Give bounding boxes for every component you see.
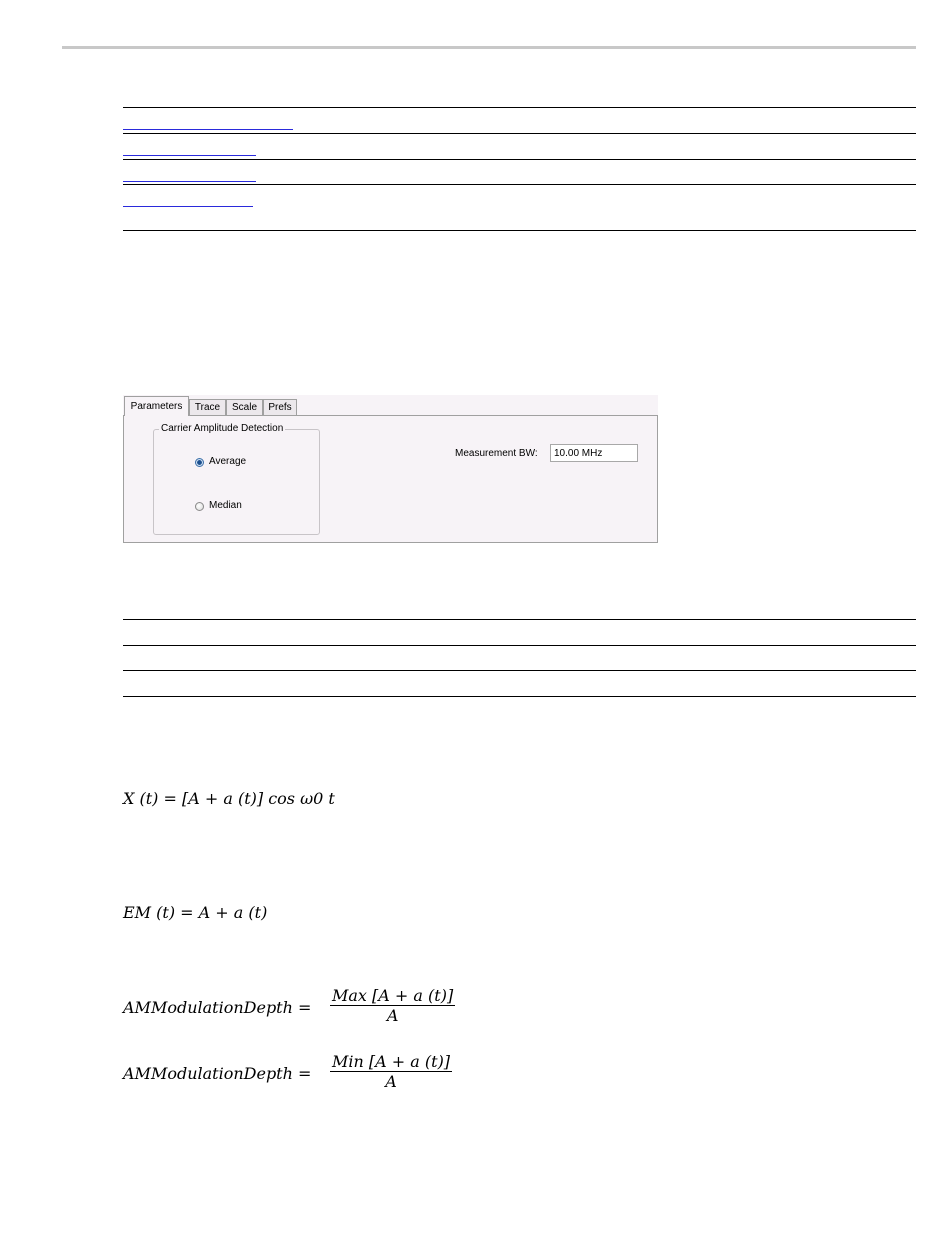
table-rule xyxy=(123,645,916,646)
header-rule xyxy=(62,46,916,49)
table-rule xyxy=(123,230,916,231)
measurement-bw-input[interactable] xyxy=(550,444,638,462)
equation-am-depth-max-fraction xyxy=(330,986,455,1025)
table-rule xyxy=(123,107,916,108)
fraction-numerator: Max [A + a (t)] xyxy=(332,986,454,1005)
table-rule xyxy=(123,133,916,134)
average-label[interactable]: Average xyxy=(209,456,247,467)
fraction-numerator: Min [A + a (t)] xyxy=(332,1052,451,1071)
table-rule xyxy=(123,184,916,185)
equation-signal: X (t) = [A + a (t)] cos ω0 t xyxy=(123,789,335,808)
average-radio[interactable] xyxy=(195,458,204,467)
link-underline[interactable] xyxy=(123,155,256,156)
equation-envelope: EM (t) = A + a (t) xyxy=(123,903,268,922)
fraction-denominator: A xyxy=(385,1072,397,1091)
parameters-panel xyxy=(123,415,658,543)
group-title: Carrier Amplitude Detection xyxy=(161,423,284,434)
equation-am-depth-min-lhs: AMModulationDepth = xyxy=(123,1064,312,1083)
fraction-denominator: A xyxy=(386,1006,399,1025)
link-underline[interactable] xyxy=(123,181,256,182)
link-underline[interactable] xyxy=(123,129,293,130)
measurement-bw-label: Measurement BW: xyxy=(455,448,538,459)
tab-parameters[interactable]: Parameters xyxy=(124,396,189,416)
tab-prefs[interactable]: Prefs xyxy=(263,399,297,415)
equation-am-depth-max-lhs: AMModulationDepth = xyxy=(123,998,312,1017)
table-rule xyxy=(123,696,916,697)
median-radio[interactable] xyxy=(195,502,204,511)
table-rule xyxy=(123,159,916,160)
equation-am-depth-min-fraction xyxy=(330,1052,452,1091)
table-rule xyxy=(123,619,916,620)
table-rule xyxy=(123,670,916,671)
tab-scale[interactable]: Scale xyxy=(226,399,263,415)
carrier-amplitude-group xyxy=(153,423,320,535)
tab-trace[interactable]: Trace xyxy=(189,399,226,415)
settings-dialog xyxy=(123,395,658,543)
link-underline[interactable] xyxy=(123,206,253,207)
tab-strip xyxy=(123,395,658,416)
median-label[interactable]: Median xyxy=(209,500,242,511)
